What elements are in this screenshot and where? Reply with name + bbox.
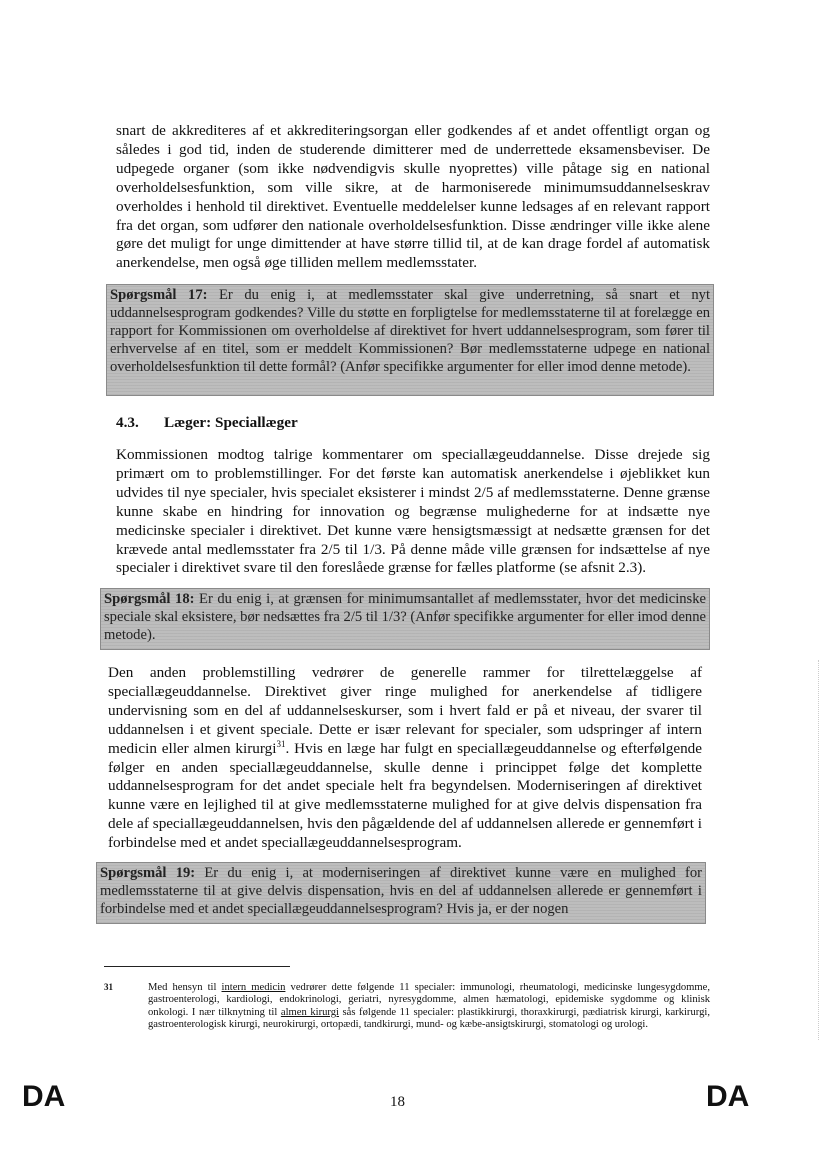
- language-label-right: DA: [706, 1080, 750, 1113]
- footnote-term-almen-kirurgi: almen kirurgi: [280, 1006, 339, 1018]
- paragraph-framework-part2: . Hvis en læge har fulgt en speciallægeuddannelse og efterfølgende følger en anden speciallægeuddannelse, skulle denne i princippet følge det komplette uddannelsesprogram for det andet speciale helt fra begyndelsen. Moderniseringen af direktivet kunne være en lejlighed til at give medlemsstaterne mulighed for at give delvis dispensation fra dele af speciallægeuddannelsen, hvis den pågældende del af uddannelsen allerede er gennemført i forbindelse med et andet speciallægeuddannelsesprogram.: [108, 739, 702, 852]
- paragraph-framework: [108, 664, 702, 853]
- page-number: 18: [390, 1094, 405, 1110]
- question-17-text: Er du enig i, at medlemsstater skal give underretning, så snart et nyt uddannelsesprogram godkendes? Ville du støtte en forpligtelse for medlemsstaterne til at forelægge en rapport for Kommissionen om overholdelse af direktivet for hvert uddannelsesprogram, som fører til erhvervelse af en titel, som er meddelt Kommissionen? Bør medlemsstaterne udpege en national overholdelsesfunktion til dette formål? (Anfør specifikke argumenter for eller imod denne metode).: [110, 287, 710, 375]
- question-19-label: Spørgsmål 19:: [100, 865, 196, 881]
- question-19-box: [96, 862, 706, 924]
- footnote-term-intern-medicin: intern medicin: [221, 982, 286, 993]
- language-label-left: DA: [22, 1080, 66, 1113]
- section-heading: [116, 414, 298, 432]
- section-title: Læger: Speciallæger: [164, 414, 298, 431]
- paragraph-accreditation: snart de akkrediteres af et akkrediteringsorgan eller godkendes af et andet offentligt organ og således i god tid, inden de studerende dimitterer med de underrettede eksamensbeviser. De udpegede organer (som ikke nødvendigvis skulle nyoprettes) ville påtage sig en national overholdelsesfunktion, som ville sikre, at de harmoniserede minimumsuddannelseskrav overholdes i henhold til direktivet. Eventuelle meddelelser kunne ledsages af en relevant rapport fra det organ, som udfører den nationale overholdelsesfunktion. Disse ændringer ville ikke alene gøre det muligt for unge dimittender at have større tillid til, at de kan drage fordel af automatisk anerkendelse, men også øge tilliden mellem medlemsstater.: [116, 122, 710, 272]
- question-17-label: Spørgsmål 17:: [110, 287, 208, 303]
- question-17-box: [106, 284, 714, 396]
- footnote-text: [148, 982, 710, 1032]
- question-18-text: Er du enig i, at grænsen for minimumsantallet af medlemsstater, hvor det medicinske speciale skal eksistere, bør nedsættes fra 2/5 til 1/3? (Anfør specifikke argumenter for eller imod denne metode).: [104, 591, 706, 643]
- section-number: 4.3.: [116, 414, 139, 431]
- footnote-text-part2: vedrører dette følgende 11 specialer: immunologi, rheumatologi, medicinske lungesygdomme, gastroenterologi, kardiologi, endokrinologi, geriatri, nyresygdomme, almen hæmatologi, epidemiske sygdomme og klinisk onkologi. I nær tilknytning til: [148, 982, 710, 1018]
- paragraph-specialists: Kommissionen modtog talrige kommentarer om speciallægeuddannelse. Disse drejede sig primært om to problemstillinger. For det første kan automatisk anerkendelse i øjeblikket kun udvides til nye specialer, hvis specialet eksisterer i mindst 2/5 af medlemsstaterne. Denne grænse kunne skabe en hindring for innovation og begrænse mulighederne for at indsætte nye medicinske specialer i direktivet. Det kunne være hensigtsmæssigt at nedsætte grænsen for det krævede antal medlemsstater fra 2/5 til 1/3. På denne måde ville grænsen for indsættelse af nye specialer i direktivet svare til den foreslåede grænse for fælles platforme (se afsnit 2.3).: [116, 446, 710, 577]
- footnote-reference: 31: [276, 738, 286, 749]
- footnote-text-part1: Med hensyn til: [148, 982, 222, 993]
- question-18-box: [100, 588, 710, 650]
- footnote-number: 31: [104, 982, 113, 992]
- question-19-text: Er du enig i, at moderniseringen af direktivet kunne være en mulighed for medlemsstaterne til at give delvis dispensation, hvis en del af uddannelsen allerede er gennemført i forbindelse med et andet speciallægeuddannelsesprogram? Hvis ja, er der nogen: [100, 865, 702, 917]
- footnote-text-part3: sås følgende 11 specialer: plastikkirurgi, thoraxkirurgi, pædiatrisk kirurgi, karkirurgi, gastroenterologisk kirurgi, neurokirurgi, ortopædi, tandkirurgi, mund- og kæbe-ansigtskirurgi, stomatologi og urologi.: [148, 1006, 710, 1031]
- paragraph-framework-part1: Den anden problemstilling vedrører de generelle rammer for tilrettelæggelse af speciallægeuddannelse. Direktivet giver ringe mulighed for anerkendelse af tidligere undervisning som en del af uddannelseskurser, som i hvert fald er på et niveau, der svarer til uddannelsen i et givent speciale. Dette er især relevant for specialer, som udspringer af intern medicin eller almen kirurgi: [108, 664, 702, 757]
- question-18-label: Spørgsmål 18:: [104, 591, 195, 607]
- scan-edge-mark: [817, 660, 819, 1040]
- footnote-divider: [104, 966, 290, 967]
